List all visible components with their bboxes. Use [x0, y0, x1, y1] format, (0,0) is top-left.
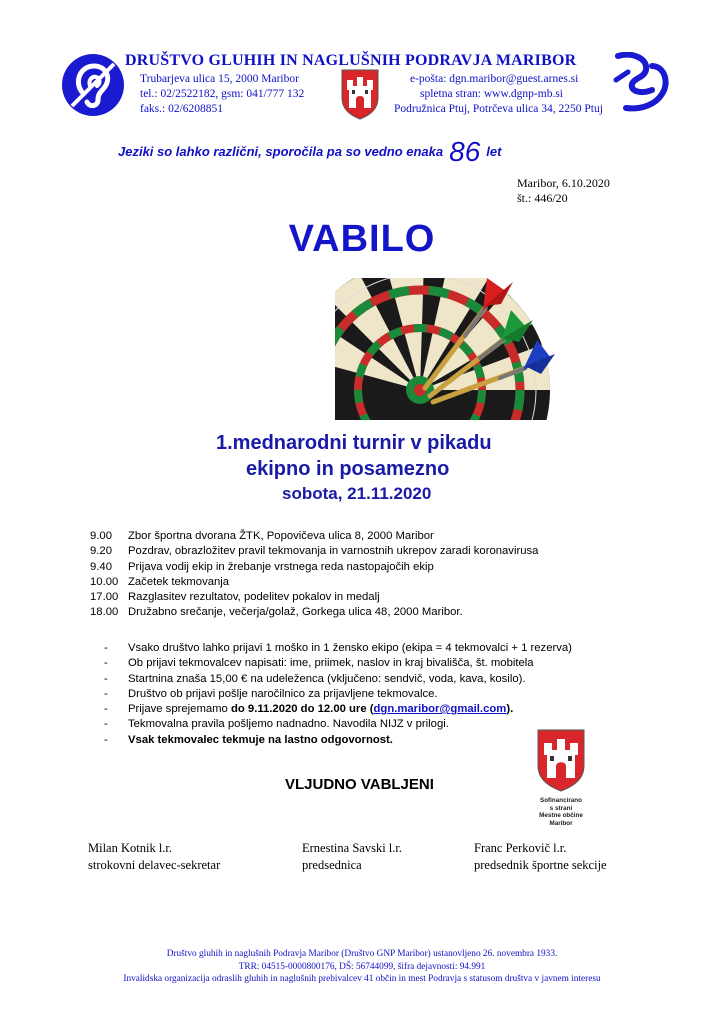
list-item — [104, 687, 572, 702]
header-fax: faks.: 02/6208851 — [140, 103, 224, 115]
motto-years: 86 — [449, 136, 481, 167]
schedule-text: Začetek tekmovanja — [128, 575, 230, 588]
schedule-time: 9.00 — [90, 530, 112, 542]
header-email: e-pošta: dgn.maribor@guest.arnes.si — [410, 73, 579, 85]
list-dash: - — [104, 733, 108, 746]
closing-greeting: VLJUDNO VABLJENI — [285, 776, 434, 793]
schedule-text: Prijava vodij ekip in žrebanje vrstnega reda nastopajočih ekip — [128, 560, 434, 573]
list-item — [104, 717, 572, 732]
schedule-time: 17.00 — [90, 591, 119, 604]
header-address: Trubarjeva ulica 15, 2000 Maribor — [140, 73, 299, 85]
list-text: Vsak tekmovalec tekmuje na lastno odgovornost. — [128, 733, 393, 746]
signatory-name: Franc Perkovič l.r. — [474, 841, 567, 855]
schedule-row — [90, 560, 538, 575]
list-dash: - — [104, 642, 108, 654]
cofund-line: Maribor — [549, 819, 573, 827]
schedule-text: Družabno srečanje, večerja/golaž, Gorkega ulica 48, 2000 Maribor. — [128, 606, 463, 619]
list-item — [104, 672, 572, 687]
signatory-name: Ernestina Savski l.r. — [302, 841, 402, 855]
page-title: VABILO — [288, 218, 436, 260]
signatory-role: strokovni delavec-sekretar — [88, 858, 221, 872]
event-title: 1.mednarodni turnir v pikadu — [216, 432, 492, 454]
signatory-name: Milan Kotnik l.r. — [88, 841, 173, 855]
sign-language-logo-icon — [612, 52, 670, 114]
deadline-date: do 9.11.2020 do 12.00 ure — [230, 703, 367, 716]
event-date: sobota, 21.11.2020 — [282, 484, 432, 503]
list-text: Vsako društvo lahko prijavi 1 moško in 1 žensko ekipo (ekipa = 4 tekmovalci + 1 rezerva) — [128, 642, 572, 654]
maribor-coat-of-arms-icon — [340, 68, 380, 120]
motto — [118, 136, 501, 168]
signature-block — [474, 840, 607, 874]
document-number: št.: 446/20 — [517, 191, 568, 205]
schedule-text: Pozdrav, obrazložitev pravil tekmovanja in varnostnih ukrepov zaradi koronavirusa — [128, 545, 539, 558]
organization-name: DRUŠTVO GLUHIH IN NAGLUŠNIH PODRAVJA MARIBOR — [125, 52, 577, 69]
schedule-row — [90, 605, 538, 620]
list-dash: - — [104, 657, 108, 670]
schedule-text: Razglasitev rezultatov, podelitev pokalov in medalj — [128, 591, 380, 604]
schedule-time: 18.00 — [90, 606, 119, 619]
paren-open: ( — [366, 703, 374, 716]
email-link[interactable]: dgn.maribor@gmail.com — [373, 703, 507, 716]
schedule-text: Zbor športna dvorana ŽTK, Popovičeva ulica 8, 2000 Maribor — [128, 530, 434, 542]
cofund-line: Mestne občine — [539, 812, 583, 819]
cofund-line: s strani — [549, 804, 573, 812]
list-text — [128, 702, 513, 717]
list-text: Startnina znaša 15,00 € na udeleženca (vključeno: sendvič, voda, kava, kosilo). — [128, 672, 526, 685]
footer-line: TRR: 04515-0000800176, DŠ: 56744099, šifra dejavnosti: 94.991 — [238, 961, 486, 972]
paren-close: ). — [506, 703, 514, 716]
schedule-time: 9.20 — [90, 545, 112, 558]
signatory-role: predsednik športne sekcije — [474, 858, 607, 872]
signature-block — [88, 840, 220, 874]
footer-line: Invalidska organizacija odraslih gluhih in naglušnih prebivalcev 41 občin in mest Podravja s statusom društva v javnem interesu — [123, 974, 601, 984]
header-web: spletna stran: www.dgnp-mb.si — [420, 88, 563, 100]
list-item — [104, 733, 572, 748]
cofunding-crest-icon — [536, 728, 586, 792]
ear-logo-icon — [60, 52, 126, 118]
list-dash: - — [104, 718, 108, 731]
signatory-role: predsednica — [302, 858, 362, 872]
list-dash: - — [104, 703, 108, 716]
list-item — [104, 641, 572, 656]
schedule-row — [90, 590, 538, 605]
header-branch: Podružnica Ptuj, Potrčeva ulica 34, 2250 Ptuj — [394, 103, 603, 115]
schedule-row — [90, 529, 538, 544]
motto-text: Jeziki so lahko različni, sporočila pa so vedno enaka — [118, 144, 444, 159]
schedule-time: 10.00 — [90, 575, 119, 588]
schedule-row — [90, 544, 538, 559]
signature-block — [302, 840, 402, 874]
list-item — [104, 702, 572, 717]
schedule-row — [90, 575, 538, 590]
list-text: Ob prijavi tekmovalcev napisati: ime, priimek, naslov in kraj bivališča, št. mobitela — [128, 657, 534, 670]
dartboard-darts-icon — [335, 278, 557, 420]
list-dash: - — [104, 672, 108, 685]
cofund-line: Sofinancirano — [540, 797, 582, 804]
header-phone: tel.: 02/2522182, gsm: 041/777 132 — [140, 88, 305, 100]
footer-line: Društvo gluhih in naglušnih Podravja Maribor (Društvo GNP Maribor) ustanovljeno 26. novembra 1933. — [166, 949, 558, 959]
footer — [0, 948, 724, 986]
list-text: Tekmovalna pravila pošljemo nadnadno. Navodila NIJZ v prilogi. — [128, 718, 449, 731]
info-list — [104, 641, 572, 748]
list-item — [104, 656, 572, 671]
motto-suffix: let — [486, 144, 502, 159]
cofunding-note — [528, 797, 594, 827]
list-dash: - — [104, 687, 108, 700]
document-date: Maribor, 6.10.2020 — [517, 176, 610, 190]
schedule-time: 9.40 — [90, 560, 112, 573]
deadline-prefix: Prijave sprejemamo — [128, 703, 231, 716]
schedule — [90, 529, 538, 621]
list-text: Društvo ob prijavi pošlje naročilnico za prijavljene tekmovalce. — [128, 687, 438, 700]
event-subtitle: ekipno in posamezno — [246, 458, 450, 480]
